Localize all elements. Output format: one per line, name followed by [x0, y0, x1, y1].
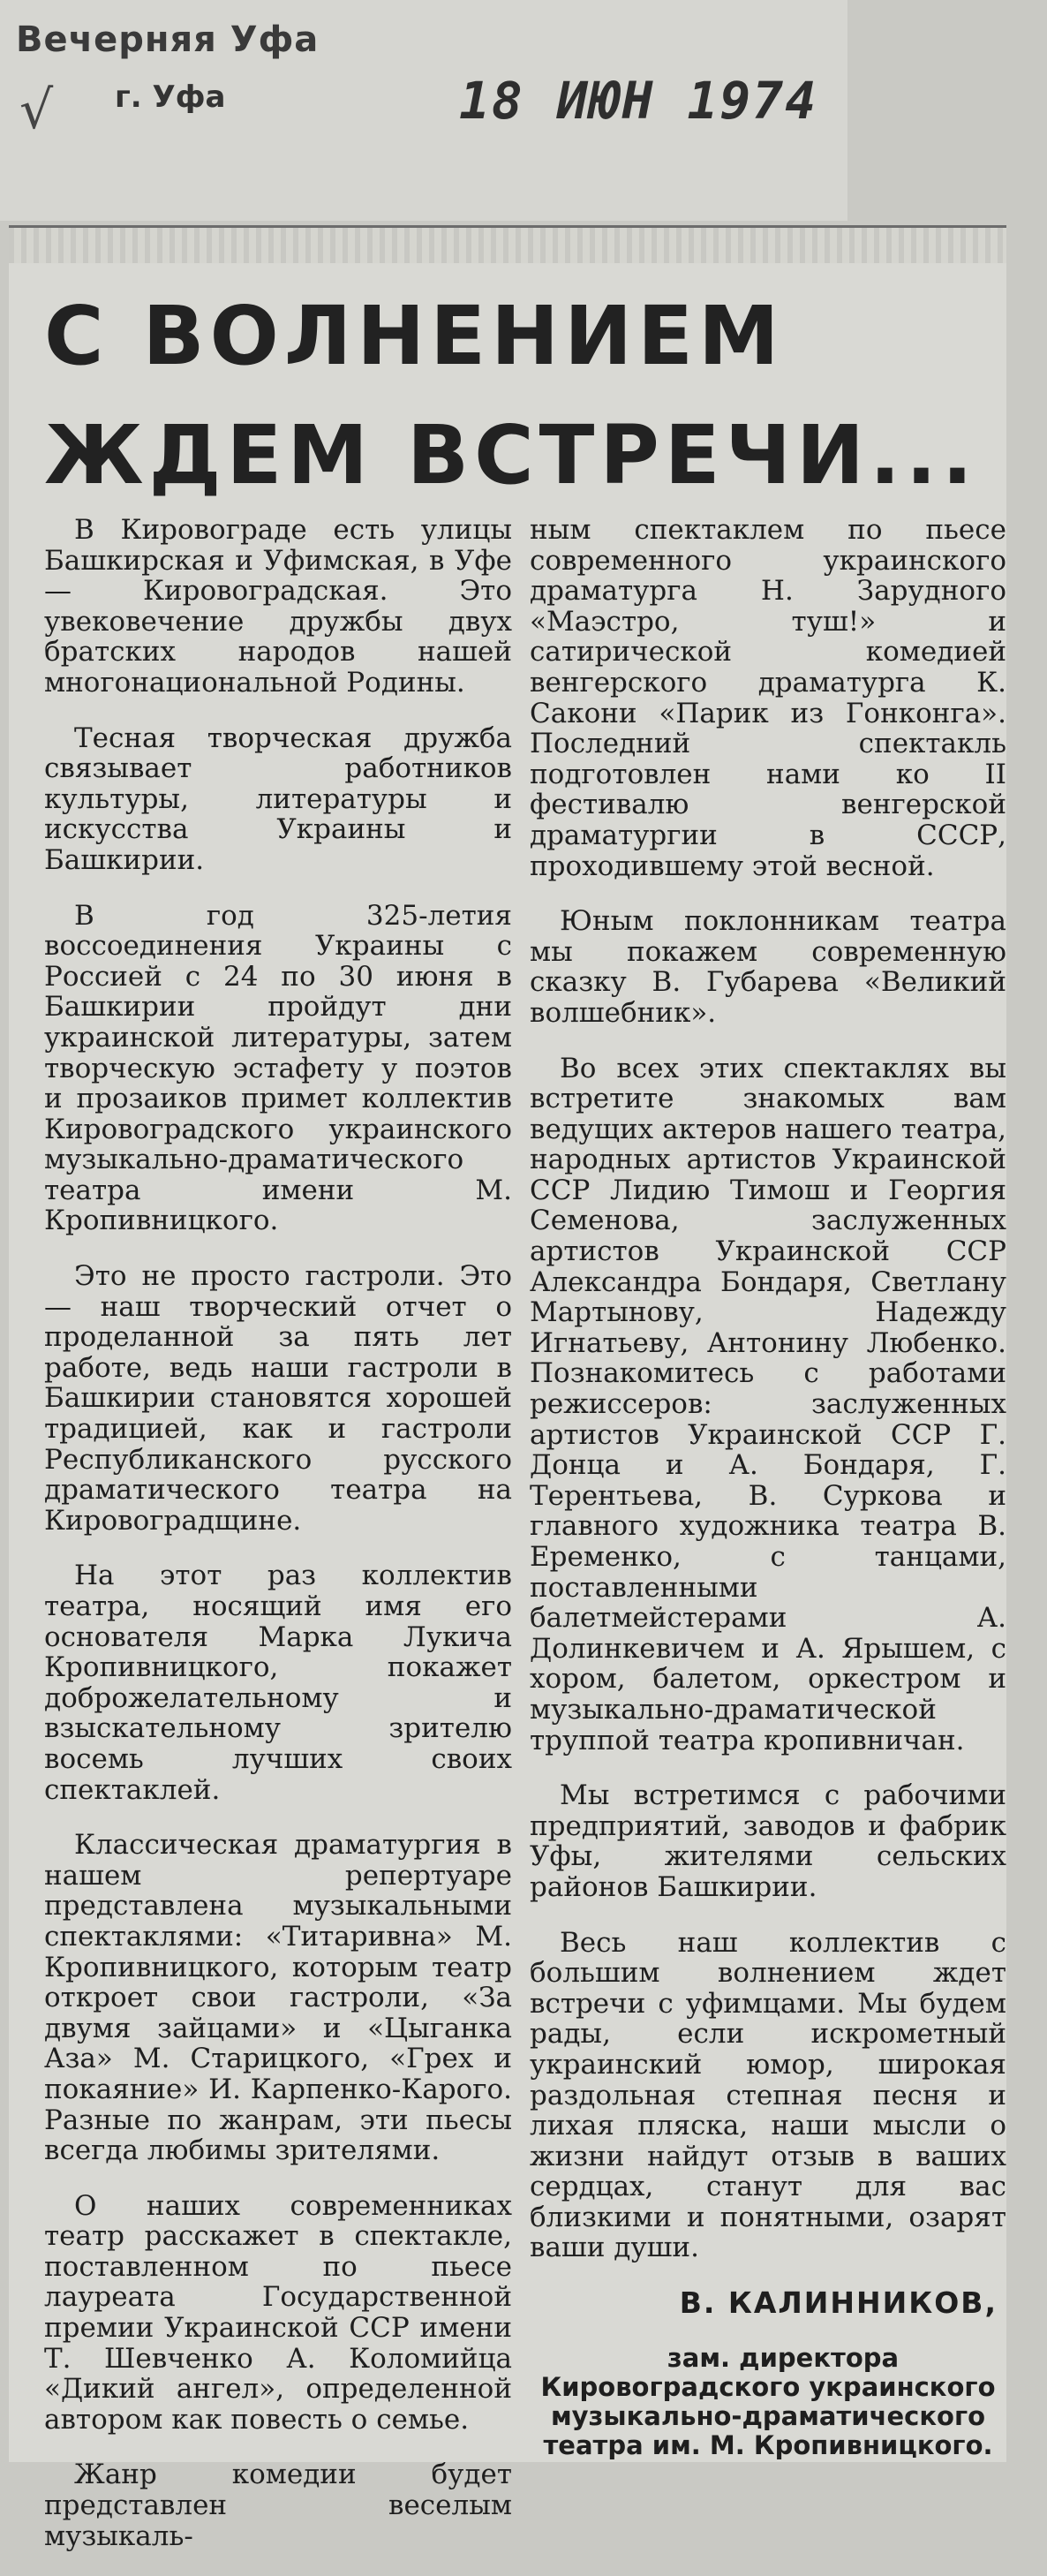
paragraph-continuation: ным спектаклем по пьесе современного украинского драматурга Н. Зарудного «Маэстро, туш!» и сатирической комедией венгерского драматурга К. Сакони «Парик из Гонконга». Последний спектакль подготовлен нами ко II фестивалю венгерской драматургии в СССР, проходившему этой весной. — [530, 514, 1006, 882]
check-mark-icon: √ — [19, 79, 54, 141]
newspaper-clipping — [9, 225, 1006, 2552]
author-signature — [530, 2285, 1006, 2460]
torn-edge-strip — [9, 228, 1006, 263]
city-label: г. Уфа — [115, 79, 226, 115]
article-headline — [44, 276, 998, 515]
paragraph: Это не просто гастроли. Это — наш творческий отчет о проделанной за пять лет работе, ведь наши гастроли в Башкирии становятся хорошей традицией, как и гастроли Республиканского русского драматического театра на Кировоградщине. — [44, 1260, 512, 1537]
author-title: зам. директора Кировоградского украинского музыкально-драматического театра им. М. Кропивницкого. — [540, 2342, 996, 2460]
paragraph: Жанр комедии будет представлен веселым музыкаль- — [44, 2459, 512, 2552]
right-column — [530, 515, 1006, 2485]
headline-line-2: ЖДЕМ ВСТРЕЧИ... — [44, 408, 978, 502]
paragraph: Во всех этих спектаклях вы встретите знакомых вам ведущих актеров нашего театра, народных артистов Украинской ССР Лидию Тимош и Георгия Семенова, заслуженных артистов Украинской ССР Александра Бондаря, Светлану Мартынову, Надежду Игнатьеву, Антонину Любенко. Познакомитесь с работами режиссеров: заслуженных артистов Украинской ССР Г. Донца и А. Бондаря, Г. Терентьева, В. Суркова и главного художника театра В. Еременко, с танцами, поставленными балетмейстерами А. Долинкевичем и А. Ярышем, с хором, балетом, оркестром и музыкально-драматической труппой театра кропивничан. — [530, 1052, 1006, 1756]
paragraph: О наших современниках театр расскажет в спектакле, поставленном по пьесе лауреата Государственной премии Украинской ССР имени Т. Шевченко А. Коломийца «Дикий ангел», определенной автором как повесть о семье. — [44, 2189, 512, 2436]
headline-line-1: С ВОЛНЕНИЕМ — [44, 289, 785, 383]
date-stamp: 18 ИЮН 1974 — [459, 71, 818, 131]
paragraph: Классическая драматургия в нашем репертуаре представлена музыкальными спектаклями: «Титаривна» М. Кропивницкого, которым театр откроет свои гастроли, «За двумя зайцами» и «Цыганка Аза» М. Старицкого, «Грех и покаяние» И. Карпенко-Карого. Разные по жанрам, эти пьесы всегда любимы зрителями. — [44, 1829, 512, 2167]
paragraph: В год 325-летия воссоединения Украины с Россией с 24 по 30 июня в Башкирии пройдут дни украинской литературы, затем творческую эстафету у поэтов и прозаиков примет коллектив Кировоградского украинского музыкально-драматического театра имени М. Кропивницкого. — [44, 899, 512, 1237]
paragraph: В Кировограде есть улицы Башкирская и Уфимская, в Уфе — Кировоградская. Это увековечение дружбы двух братских народов нашей многонациональной Родины. — [44, 514, 512, 699]
paragraph: На этот раз коллектив театра, носящий имя его основателя Марка Лукича Кропивницкого, покажет доброжелательному и взыскательному зрителю восемь лучших своих спектаклей. — [44, 1560, 512, 1806]
paragraph: Юным поклонникам театра мы покажем современную сказку В. Губарева «Великий волшебник». — [530, 905, 1006, 1029]
left-column — [44, 515, 512, 2576]
paragraph: Мы встретимся с рабочими предприятий, заводов и фабрик Уфы, жителями сельских районов Башкирии. — [530, 1779, 1006, 1903]
paragraph: Тесная творческая дружба связывает работников культуры, литературы и искусства Украины и Башкирии. — [44, 721, 512, 876]
paragraph: Весь наш коллектив с большим волнением ждет встречи с уфимцами. Мы будем рады, если искрометный украинский юмор, широкая раздольная степная песня и лихая пляска, наши мысли о жизни найдут отзыв в ваших сердцах, станут для вас близкими и понятными, озарят ваши души. — [530, 1926, 1006, 2264]
author-name: В. КАЛИННИКОВ, — [679, 2285, 998, 2321]
clipping-label — [0, 0, 847, 221]
newspaper-name: Вечерняя Уфа — [16, 19, 320, 60]
